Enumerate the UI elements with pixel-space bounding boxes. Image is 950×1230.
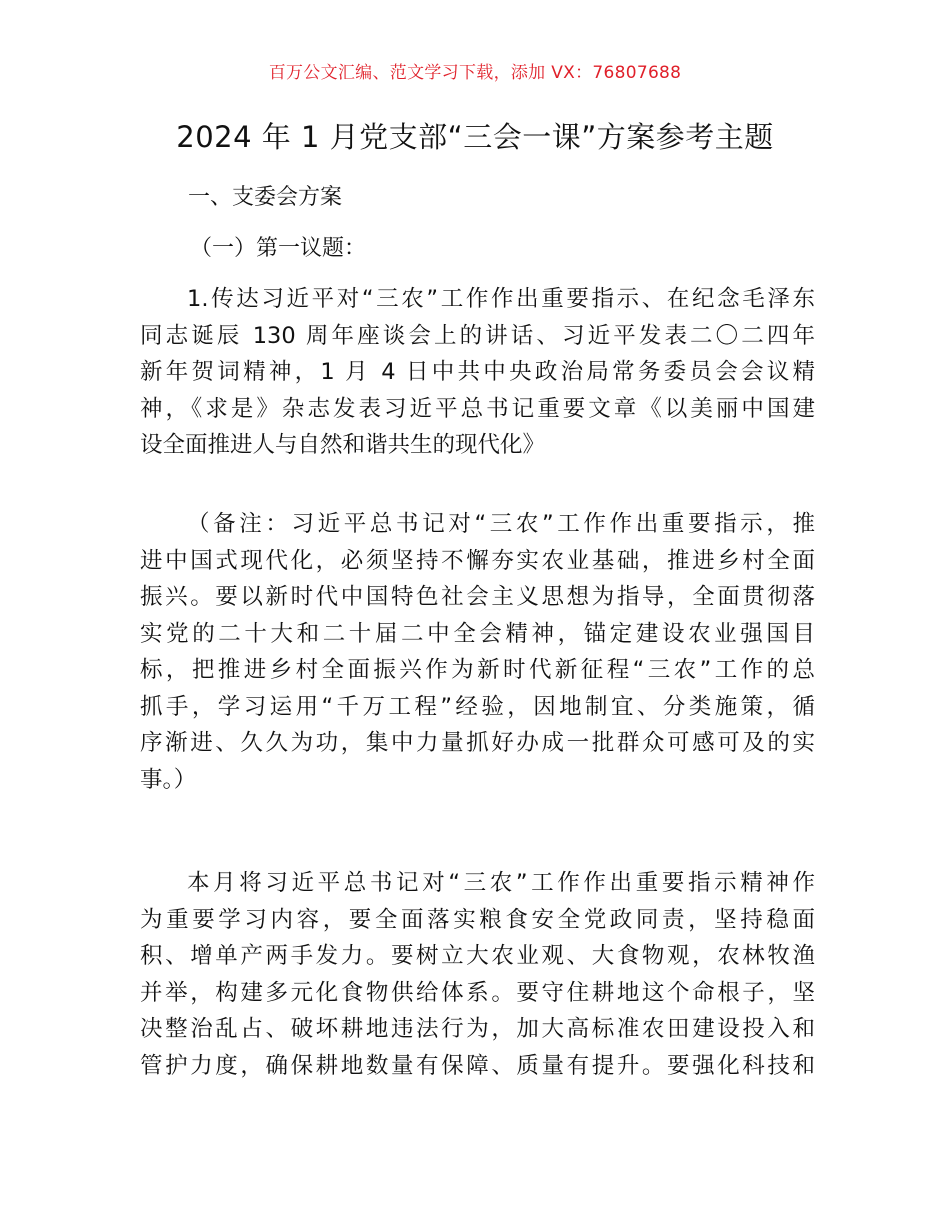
paragraph-1 bbox=[140, 281, 815, 464]
paragraph-line: （备注：习近平总书记对“三农”工作作出重要指示，推 bbox=[187, 511, 815, 537]
paragraph-line: 本月将习近平总书记对“三农”工作作出重要指示精神作 bbox=[187, 870, 815, 896]
paragraph-line: 进中国式现代化，必须坚持不懈夯实农业基础，推进乡村全面 bbox=[140, 547, 815, 574]
paragraph-line: 决整治乱占、破坏耕地违法行为，加大高标准农田建设投入和 bbox=[140, 1016, 815, 1042]
paragraph-line: 神，《求是》杂志发表习近平总书记重要文章《以美丽中国建 bbox=[140, 395, 815, 422]
paragraph-line: 标，把推进乡村全面振兴作为新时代新征程“三农”工作的总 bbox=[140, 657, 815, 683]
paragraph-line: 同志诞辰 130 周年座谈会上的讲话、习近平发表二〇二四年 bbox=[140, 322, 815, 349]
paragraph-line: 抓手，学习运用“千万工程”经验，因地制宜、分类施策，循 bbox=[140, 693, 815, 720]
paragraph-line: 振兴。要以新时代中国特色社会主义思想为指导，全面贯彻落 bbox=[140, 584, 815, 610]
paragraph-2 bbox=[140, 506, 815, 798]
document-title: 2024 年 1 月党支部“三会一课”方案参考主题 bbox=[176, 120, 774, 154]
section-heading: 一、支委会方案 bbox=[188, 185, 343, 210]
watermark-header: 百万公文汇编、范文学习下载，添加 VX：76807688 bbox=[268, 63, 682, 83]
paragraph-line: 序渐进、久久为功，集中力量抓好办成一批群众可感可及的实 bbox=[140, 730, 815, 756]
paragraph-3 bbox=[140, 865, 815, 1084]
paragraph-line: 管护力度，确保耕地数量有保障、质量有提升。要强化科技和 bbox=[140, 1052, 815, 1079]
paragraph-line: 积、增单产两手发力。要树立大农业观、大食物观，农林牧渔 bbox=[140, 943, 815, 969]
paragraph-line: 新年贺词精神，1 月 4 日中共中央政治局常务委员会会议精 bbox=[140, 359, 815, 385]
paragraph-line: 设全面推进人与自然和谐共生的现代化》 bbox=[140, 432, 546, 458]
paragraph-line: 为重要学习内容，要全面落实粮食安全党政同责，坚持稳面 bbox=[140, 906, 815, 933]
subsection-heading: （一）第一议题： bbox=[190, 236, 367, 261]
paragraph-line: 事。） bbox=[140, 766, 197, 793]
paragraph-line: 1.传达习近平对“三农”工作作出重要指示、在纪念毛泽东 bbox=[187, 286, 815, 312]
paragraph-line: 实党的二十大和二十届二中全会精神，锚定建设农业强国目 bbox=[140, 620, 815, 647]
paragraph-line: 并举，构建多元化食物供给体系。要守住耕地这个命根子，坚 bbox=[140, 979, 815, 1006]
